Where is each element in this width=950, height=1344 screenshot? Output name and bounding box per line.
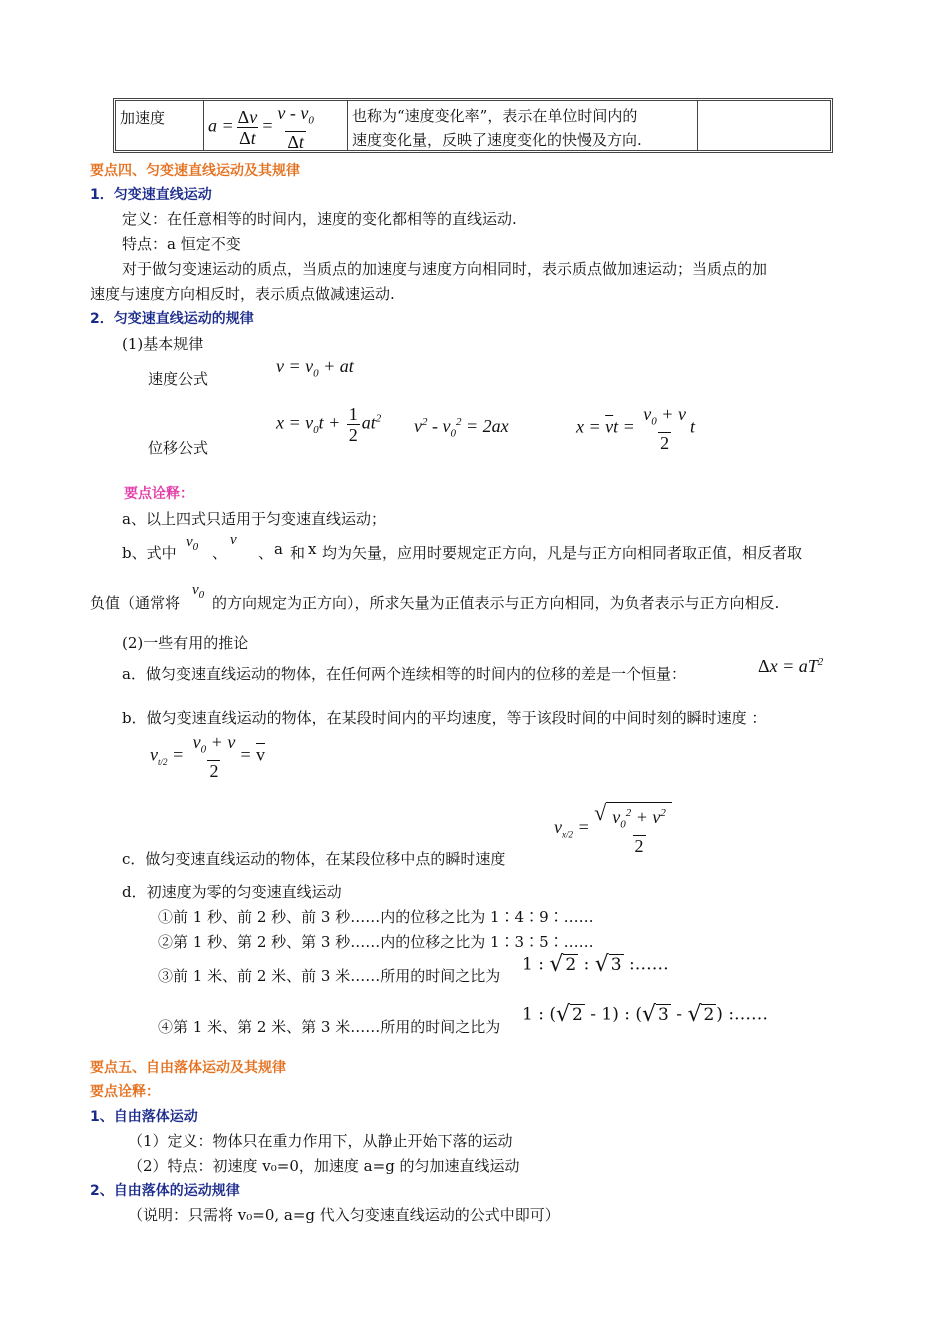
inference-d-2: ②第 1 秒、第 2 秒、第 3 秒……内的位移之比为 1∶3∶5∶……: [158, 933, 594, 951]
inference-c: c．做匀变速直线运动的物体，在某段位移中点的瞬时速度: [122, 850, 506, 868]
note-a: a、以上四式只适用于匀变速直线运动；: [122, 510, 386, 528]
delta-x-formula: $\Delta x = aT^2$: [758, 656, 824, 676]
subheading-free-fall-rules: 2、自由落体的运动规律: [90, 1183, 240, 1199]
ratio-formula-4: 1 : ( √ 2 - 1) : ( √ 3 - √ 2 ) :……: [522, 1002, 769, 1027]
note-heading: 要点诠释：: [124, 486, 194, 502]
useful-inferences-label: (2)一些有用的推论: [122, 634, 249, 652]
table-cell-term: [116, 101, 204, 150]
symbol-x: x: [308, 540, 317, 558]
table-cell-desc: [348, 101, 698, 150]
inference-d: d．初速度为零的匀变速直线运动: [122, 883, 342, 901]
mid-position-velocity-formula: $v_{x/2}$ = √ $\frac{v_0^2 + v^2}{2}$: [554, 802, 672, 856]
note-b-post: 均为矢量，应用时要规定正方向，凡是与正方向相同者取正值，相反者取: [322, 544, 803, 562]
symbol-a: a: [274, 540, 283, 558]
displacement-formula-3: $x = \overline{v}t$ = $\frac{v_0 + v}{2}$ t: [576, 404, 695, 453]
note-b-pre: b、式中: [122, 544, 177, 562]
displacement-formula-2: $v^2 - v_0^2 = 2ax$: [414, 416, 509, 440]
note-b-sep1: 、: [212, 544, 228, 562]
mid-time-velocity-formula: $v_{t/2}$ = $\frac{v_0 + v}{2}$ = $\overline{v}$: [150, 732, 265, 781]
basic-rules-label: (1)基本规律: [122, 335, 204, 353]
paragraph-line-2: 速度与速度方向相反时，表示质点做减速运动.: [90, 285, 395, 303]
inference-a: a．做匀变速直线运动的物体，在任何两个连续相等的时间内的位移的差是一个恒量：: [122, 665, 686, 683]
acceleration-formula: a = $\frac{\Delta v}{\Delta t}$ = $\frac{v - v_0}{\Delta t}$: [208, 103, 314, 152]
inference-d-4: ④第 1 米、第 2 米、第 3 米……所用的时间之比为: [158, 1018, 501, 1036]
definition-text: 定义：在任意相等的时间内，速度的变化都相等的直线运动.: [122, 210, 517, 228]
velocity-formula-label: 速度公式: [148, 370, 209, 388]
desc-line-2: 速度变化量，反映了速度变化的快慢及方向.: [352, 131, 642, 149]
inference-d-1: ①前 1 秒、前 2 秒、前 3 秒……内的位移之比为 1∶4∶9∶……: [158, 908, 594, 926]
inference-d-3: ③前 1 米、前 2 米、前 3 米……所用的时间之比为: [158, 967, 501, 985]
symbol-v0: $v_0$: [186, 534, 199, 553]
subheading-rules: 2．匀变速直线运动的规律: [90, 311, 254, 327]
desc-line-1: 也称为“速度变化率”，表示在单位时间内的: [352, 107, 638, 125]
displacement-formula-label: 位移公式: [148, 439, 209, 457]
note-b2-pre: 负值（通常将: [90, 594, 181, 612]
table-cell-formula: [204, 101, 348, 150]
ratio-formula-3: 1 : √ 2 : √ 3 :……: [522, 952, 669, 977]
section-5-note-heading: 要点诠释：: [90, 1084, 160, 1100]
free-fall-definition: （1）定义：物体只在重力作用下，从静止开始下落的运动: [128, 1132, 513, 1150]
symbol-v: v: [230, 532, 237, 548]
note-b-sep2: 、: [258, 544, 274, 562]
free-fall-explanation: （说明：只需将 v₀=0, a=g 代入匀变速直线运动的公式中即可）: [128, 1206, 560, 1224]
section-5-heading: 要点五、自由落体运动及其规律: [90, 1060, 286, 1076]
inference-b: b．做匀变速直线运动的物体，在某段时间内的平均速度，等于该段时间的中间时刻的瞬时速度 ：: [122, 709, 767, 727]
note-b2-post: 的方向规定为正方向），所求矢量为正值表示与正方向相同，为负者表示与正方向相反.: [212, 594, 780, 612]
note-b-and: 和: [290, 544, 306, 562]
displacement-formula-1: $x = v_0t$ + $\frac{1}{2}$ $at^2$: [276, 404, 382, 445]
term-label: 加速度: [120, 109, 166, 127]
subheading-uniform-accel: 1．匀变速直线运动: [90, 187, 212, 203]
section-4-heading: 要点四、匀变速直线运动及其规律: [90, 163, 300, 179]
symbol-v0-2: $v_0$: [192, 582, 205, 601]
feature-text: 特点：a 恒定不变: [122, 235, 241, 253]
subheading-free-fall: 1、自由落体运动: [90, 1109, 198, 1125]
free-fall-feature: （2）特点：初速度 v₀=0，加速度 a=g 的匀加速直线运动: [128, 1157, 520, 1175]
paragraph-line-1: 对于做匀变速运动的质点，当质点的加速度与速度方向相同时，表示质点做加速运动；当质点的加: [122, 260, 768, 278]
acceleration-table: [113, 98, 833, 153]
velocity-formula: $v = v_0$ + at: [276, 356, 354, 380]
